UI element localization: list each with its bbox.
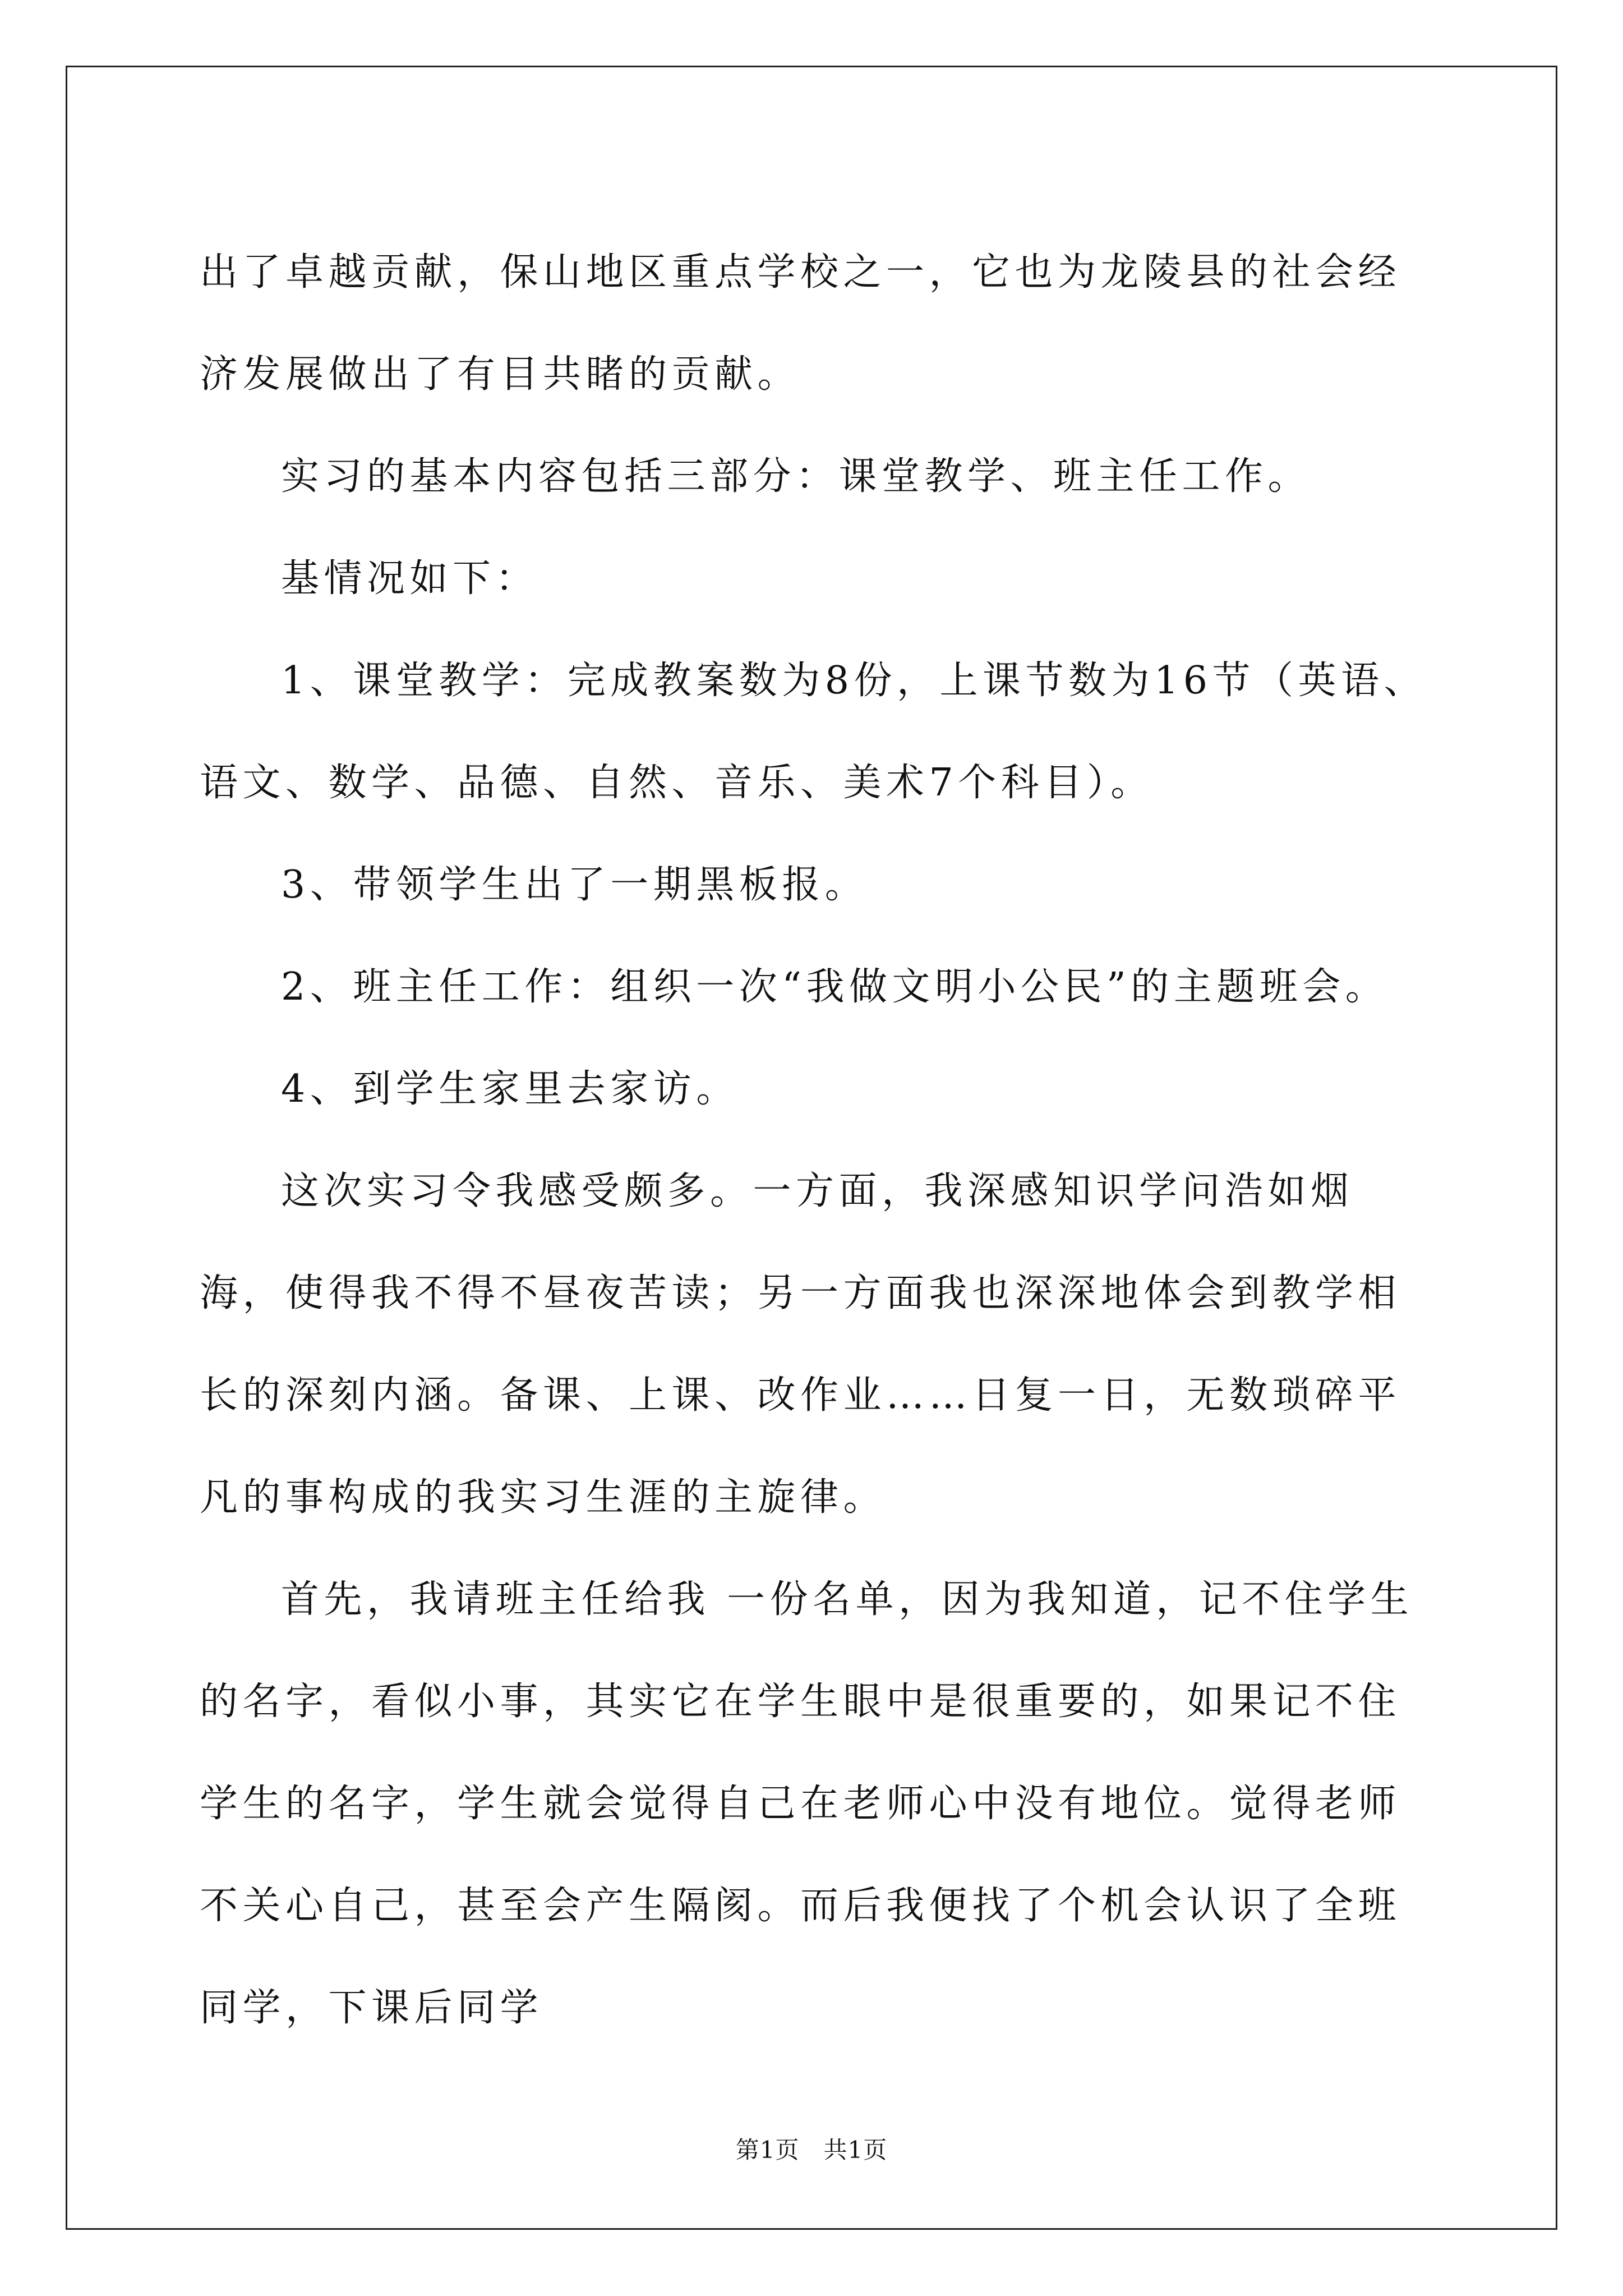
paragraph-9: 首先，我请班主任给我 一份名单，因为我知道，记不住学生的名字，看似小事，其实它在学生眼中是很重要的，如果记不住学生的名字，学生就会觉得自己在老师心中没有地位。觉得老师不关心自己，甚至会产生隔阂。而后我便找了个机会认识了全班同学，下课后同学 bbox=[200, 1577, 1414, 2030]
paragraph-2: 实习的基本内容包括三部分：课堂教学、班主任工作。 bbox=[281, 454, 1311, 499]
paragraph-4: 1、课堂教学：完成教案数为8份，上课节数为16节（英语、语文、数学、品德、自然、音乐、美术7个科目）。 bbox=[200, 659, 1427, 805]
paragraph-8: 这次实习令我感受颇多。一方面，我深感知识学问浩如烟海，使得我不得不昼夜苦读；另一方面我也深深地体会到教学相长的深刻内涵。备课、上课、改作业……日复一日，无数琐碎平凡的事构成的我实习生涯的主旋律。 bbox=[200, 1169, 1401, 1520]
paragraph-3: 基情况如下： bbox=[281, 556, 539, 601]
paragraph-1: 出了卓越贡献，保山地区重点学校之一，它也为龙陵县的社会经济发展做出了有目共睹的贡献。 bbox=[200, 250, 1401, 397]
paragraph-5: 3、带领学生出了一期黑板报。 bbox=[281, 863, 868, 907]
page-footer: 第1页 共1页 bbox=[735, 2136, 888, 2164]
document-body bbox=[200, 222, 1428, 2059]
paragraph-7: 4、到学生家里去家访。 bbox=[281, 1067, 739, 1111]
paragraph-6: 2、班主任工作：组织一次“我做文明小公民”的主题班会。 bbox=[281, 965, 1389, 1009]
